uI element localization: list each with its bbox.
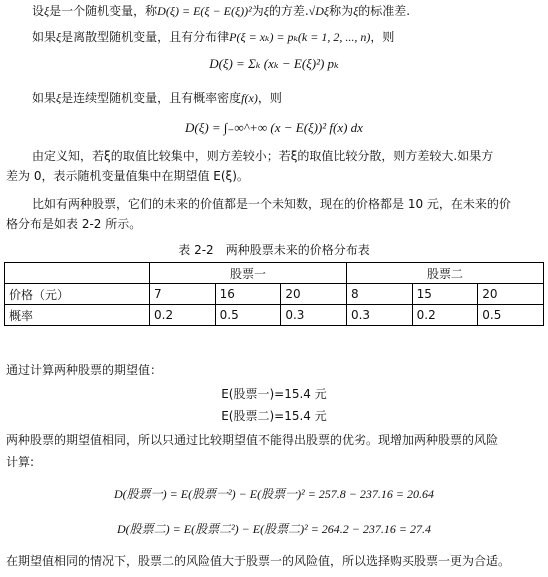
table-cell: 8 [346,284,412,305]
table-header-row [5,263,544,284]
row-label: 价格（元） [5,284,150,305]
text-fragment: 称为 [329,4,354,18]
discrete-case-line: 如果ξ是离散型随机变量，且有分布律P(ξ = xₖ) = pₖ(k = 1, 2, ..., n)，则 [32,30,395,44]
expectation-stock-two: E(股票二)=15.4 元 [221,409,327,423]
group-header-stock-one: 股票一 [150,263,347,284]
text-fragment: 的标准差. [358,4,411,18]
interpretation-line-1: 由定义知，若ξ的取值比较集中，则方差较小；若ξ的取值比较分散，则方差较大.如果方 [32,149,494,163]
table-cell: 0.2 [150,305,216,326]
text-fragment: ，则 [257,91,282,105]
table-cell: 0.5 [478,305,544,326]
distribution-law: P(ξ = xₖ) = pₖ(k = 1, 2, ..., n) [229,30,371,44]
density-function: f(x) [241,91,258,105]
continuous-case-line: 如果ξ是连续型随机变量，且有概率密度f(x)，则 [32,91,282,105]
text-fragment: 是离散型随机变量，且有分布律 [61,30,230,44]
risk-intro-line-2: 计算: [6,455,35,469]
table-cell: 15 [412,284,478,305]
text-fragment: ，则 [370,30,395,44]
expectation-intro: 通过计算两种股票的期望值： [6,363,163,377]
table-empty-cell [5,263,150,284]
table-cell: 7 [150,284,216,305]
discrete-variance-equation: D(ξ) = Σₖ (xₖ − E(ξ)²) pₖ [209,56,339,71]
text-fragment: 如果 [32,91,57,105]
row-label: 概率 [5,305,150,326]
table-cell: 0.5 [215,305,281,326]
std-formula: √Dξ [308,4,330,18]
table-row-price [5,284,544,305]
example-intro-line-2: 格分布是如表 2-2 所示。 [6,217,142,231]
expectation-stock-one: E(股票一)=15.4 元 [221,387,327,401]
variance-stock-two: D(股票二) = E(股票二²) − E(股票二)² = 264.2 − 237.16 = 27.4 [117,522,431,536]
conclusion: 在期望值相同的情况下，股票二的风险值大于股票一的风险值，所以选择购买股票一更为合适。 [6,554,511,568]
continuous-variance-equation: D(ξ) = ∫₋∞^+∞ (x − E(ξ))² f(x) dx [185,120,363,135]
interpretation-line-2: 差为 0，表示随机变量值集中在期望值 E(ξ)。 [6,169,249,183]
text-fragment: 的方差. [268,4,309,18]
price-distribution-table [4,262,544,326]
text-fragment: 是一个随机变量，称 [49,4,158,18]
table-cell: 20 [478,284,544,305]
table-cell: 0.3 [281,305,347,326]
text-fragment: 为 [251,4,264,18]
risk-intro-line-1: 两种股票的期望值相同，所以只通过比较期望值不能得出股票的优劣。现增加两种股票的风险 [6,433,499,447]
table-caption: 表 2-2 两种股票未来的价格分布表 [178,243,370,257]
group-header-stock-two: 股票二 [346,263,543,284]
text-fragment: 如果 [32,30,57,44]
example-intro-line-1: 比如有两种股票，它们的未来的价值都是一个未知数，现在的价格都是 10 元，在未来的价 [32,197,511,211]
variance-definition-line: 设ξ是一个随机变量，称D(ξ) = E(ξ − E(ξ))²为ξ的方差.√Dξ称为ξ的标准差. [32,4,411,18]
table-cell: 0.3 [346,305,412,326]
text-fragment: 是连续型随机变量，且有概率密度 [61,91,242,105]
variance-stock-one: D(股票一) = E(股票一²) − E(股票一)² = 257.8 − 237.16 = 20.64 [114,487,434,501]
table-cell: 16 [215,284,281,305]
variance-formula: D(ξ) = E(ξ − E(ξ))² [157,4,252,18]
table-cell: 20 [281,284,347,305]
table-cell: 0.2 [412,305,478,326]
text-fragment: 设 [32,4,45,18]
table-row-probability [5,305,544,326]
